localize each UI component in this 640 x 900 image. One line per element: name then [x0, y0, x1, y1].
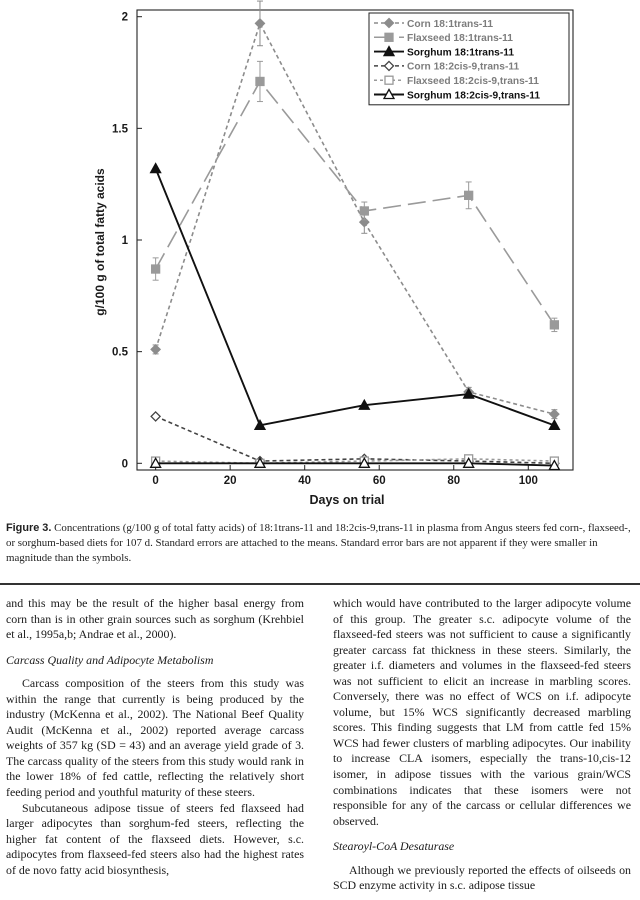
legend-label: Flaxseed 18:1trans-11: [407, 33, 513, 45]
data-point: [151, 164, 161, 173]
legend-label: Flaxseed 18:2cis-9,trans-11: [407, 76, 539, 87]
paragraph: and this may be the result of the higher basal energy from corn than is in other grain sources such as sorghum (Krehbiel et al., 1995a,b; Andrae et al., 2000).: [6, 596, 304, 642]
data-point: [152, 265, 160, 273]
legend-label: Corn 18:1trans-11: [407, 18, 494, 30]
paragraph: Although we previously reported the effects of oilseeds on SCD enzyme activity in s.c. adipose tissue: [333, 862, 631, 893]
series-line: [156, 169, 555, 426]
legend-swatch-marker: [385, 76, 393, 84]
figure-caption-text: Concentrations (g/100 g of total fatty acids) of 18:1trans-11 and 18:2cis-9,trans-11 in plasma from Angus steers fed corn-, flaxseed-, or sorghum-based diets for 107 d. Standard errors are attached to the means. Standard error bars are not apparent if they were smaller in magnitude than the symbols.: [6, 522, 631, 565]
paragraph: which would have contributed to the larger adipocyte volume of this group. The greater s.c. adipocyte volume of the flaxseed-fed steers was not sufficient to cause a significantly greater carcass fat thickness in these steers. Similarly, the greater i.f. diameters and volumes in the flaxseed-fed steers was not sufficient to elicit an increase in marbling scores. Conversely, there was no effect of WCS on i.f. adipocyte volume, but 15% WCS significantly decreased marbling scores. This finding suggests that LM from cattle fed 15% WCS had fewer clusters of marbling adipocytes. Our inability to increase CLA isomers, especially the trans-10,cis-12 isomer, in adipose tissues with the various grain/WCS combinations indicates that these isomers were not responsible for any of the carcass or cellular differences we observed.: [333, 596, 631, 828]
left-text-column: [6, 596, 304, 878]
data-point: [255, 19, 264, 28]
legend-label: Sorghum 18:2cis-9,trans-11: [407, 90, 541, 102]
chart-legend: [369, 13, 569, 105]
data-point: [550, 321, 558, 329]
data-point: [465, 191, 473, 199]
section-heading: Carcass Quality and Adipocyte Metabolism: [6, 652, 214, 667]
series-line: [156, 416, 555, 463]
y-tick-label: 2: [121, 11, 128, 24]
y-tick-label: 1: [121, 235, 128, 247]
series-line: [156, 81, 555, 324]
x-tick-label: 100: [518, 475, 538, 487]
x-tick-label: 60: [372, 475, 386, 487]
y-tick-label: 0.5: [112, 346, 128, 359]
data-point: [360, 207, 368, 215]
legend-swatch-marker: [385, 33, 393, 41]
x-tick-label: 20: [223, 475, 237, 487]
series-line: [156, 463, 555, 465]
x-tick-label: 80: [447, 475, 461, 487]
data-point: [151, 412, 160, 421]
paragraph: Subcutaneous adipose tissue of steers fed flaxseed had larger adipocytes than sorghum-fed steers, reflecting the higher fat content of the flaxseed diets. However, s.c. adipocytes from flaxseed-fed steers also had the highest rates of de novo fatty acid biosynthesis,: [6, 800, 304, 877]
legend-label: Sorghum 18:1trans-11: [407, 47, 515, 59]
y-tick-label: 1.5: [112, 123, 128, 136]
data-point: [256, 77, 264, 85]
x-axis-label: Days on trial: [309, 493, 385, 507]
section-heading: Stearoyl-CoA Desaturase: [333, 839, 455, 854]
series-3: [151, 164, 560, 430]
figure-caption: [6, 521, 632, 567]
x-tick-label: 40: [298, 475, 312, 487]
section-divider: [0, 583, 640, 585]
y-axis-label: g/100 g of total fatty acids: [93, 168, 107, 316]
data-point: [151, 345, 160, 354]
x-tick-label: 0: [152, 475, 159, 487]
paragraph: Carcass composition of the steers from this study was within the range that currently is being produced by the industry (McKenna et al., 2002). The National Beef Quality Audit (McKenna et al., 2002) reported average carcass weights of 357 kg (SD = 43) and an average yield grade of 3. The carcass quality of the steers from this study would rank in the lower 18% of fed cattle, reflecting the relatively short feeding period and youthful maturity of these steers.: [6, 676, 304, 800]
figure-label: Figure 3.: [6, 522, 52, 534]
y-tick-label: 0: [121, 458, 128, 471]
data-point: [550, 410, 559, 419]
right-text-column: [333, 596, 631, 894]
legend-label: Corn 18:2cis-9,trans-11: [407, 61, 520, 73]
